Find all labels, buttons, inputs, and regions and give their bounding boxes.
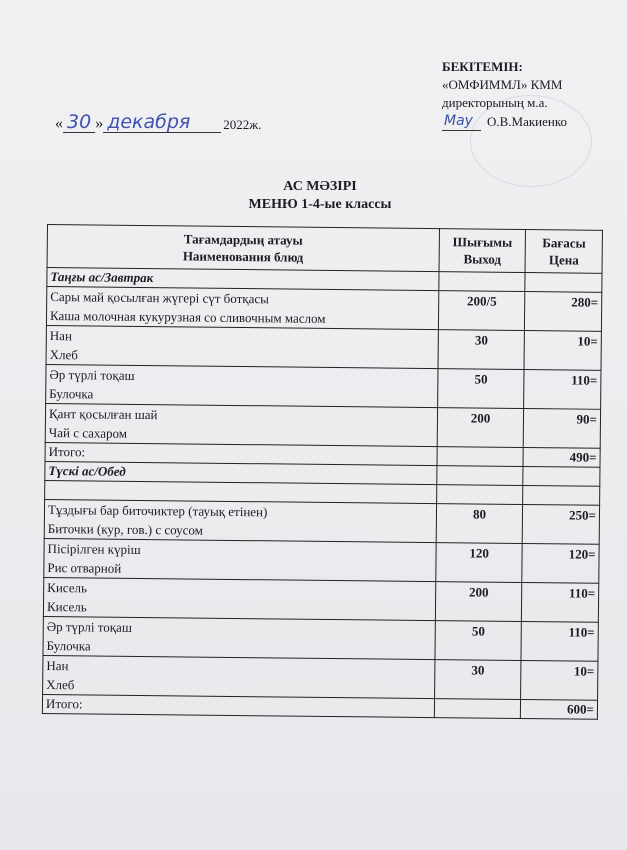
table-row	[43, 616, 598, 661]
total-label: Итого:	[42, 694, 434, 717]
table-row	[46, 325, 601, 370]
dish-price: 110=	[522, 582, 599, 622]
table-row	[44, 538, 599, 583]
total-label: Итого:	[45, 442, 437, 465]
total-value: 600=	[521, 699, 598, 719]
faint-stamp	[470, 95, 592, 187]
header-yield: Шығымы Выход	[439, 229, 526, 273]
document-date: « 30 » декабря 2022ж.	[55, 111, 262, 133]
approval-org: «ОМФИММЛ» КММ	[442, 77, 563, 92]
dish-price: 10=	[524, 331, 601, 371]
dish-yield: 50	[435, 621, 522, 661]
dish-name: Әр түрлі тоқаш Булочка	[43, 616, 435, 659]
header-dish-name: Тағамдардың атауы Наименования блюд	[47, 225, 439, 272]
section-title: Түскі ас/Обед	[45, 461, 437, 484]
menu-table	[42, 224, 603, 720]
dish-yield: 200	[437, 408, 524, 448]
dish-name: Нан Хлеб	[46, 325, 438, 368]
handwritten-signature: Мау	[442, 112, 481, 131]
title-ru: МЕНЮ 1-4-ые классы	[248, 197, 392, 212]
dish-name: Әр түрлі тоқаш Булочка	[46, 364, 438, 407]
dish-yield: 200	[435, 582, 522, 622]
table-header-row	[47, 225, 602, 274]
table-row	[46, 364, 601, 409]
date-month: декабря	[103, 112, 221, 133]
approver-name: О.В.Макиенко	[486, 113, 567, 129]
table-row	[44, 499, 599, 544]
section-title: Таңғы ас/Завтрак	[47, 268, 439, 291]
dish-price: 10=	[521, 660, 598, 700]
table-row	[43, 655, 598, 700]
dish-price: 120=	[522, 543, 599, 583]
approval-position: директорының м.а.	[442, 95, 548, 110]
dish-price: 250=	[523, 505, 600, 545]
dish-yield: 30	[438, 330, 525, 370]
dish-yield: 30	[434, 660, 521, 700]
dish-price: 280=	[525, 292, 602, 332]
table-row	[45, 403, 600, 448]
approval-title: БЕКІТЕМІН:	[442, 59, 523, 74]
dish-price: 90=	[524, 409, 601, 449]
dish-yield: 50	[437, 369, 524, 409]
dish-yield: 80	[436, 504, 523, 544]
dish-price: 110=	[524, 370, 601, 410]
dish-name: Нан Хлеб	[43, 655, 435, 698]
dish-price: 110=	[521, 621, 598, 661]
dish-name: Сары май қосылған жүгері сүт ботқасы Каша молочная кукурузная со сливочным маслом	[46, 287, 438, 330]
dish-yield: 200/5	[438, 291, 525, 331]
total-value: 490=	[523, 448, 600, 468]
date-day: 30	[63, 112, 95, 133]
dish-yield: 120	[436, 543, 523, 583]
date-year: 2022ж.	[223, 117, 262, 132]
table-row	[43, 577, 598, 622]
title-kz: АС МӘЗІРІ	[283, 179, 357, 194]
page-title	[0, 178, 627, 214]
dish-name: Кисель Кисель	[43, 577, 435, 620]
dish-name: Тұздығы бар биточиктер (тауық етінен) Биточки (кур, гов.) с соусом	[44, 499, 436, 542]
header-price: Бағасы Цена	[525, 230, 602, 274]
table-row	[46, 287, 601, 332]
dish-name: Пісірілген күріш Рис отварной	[44, 538, 436, 581]
dish-name: Қант қосылған шай Чай с сахаром	[45, 403, 437, 446]
